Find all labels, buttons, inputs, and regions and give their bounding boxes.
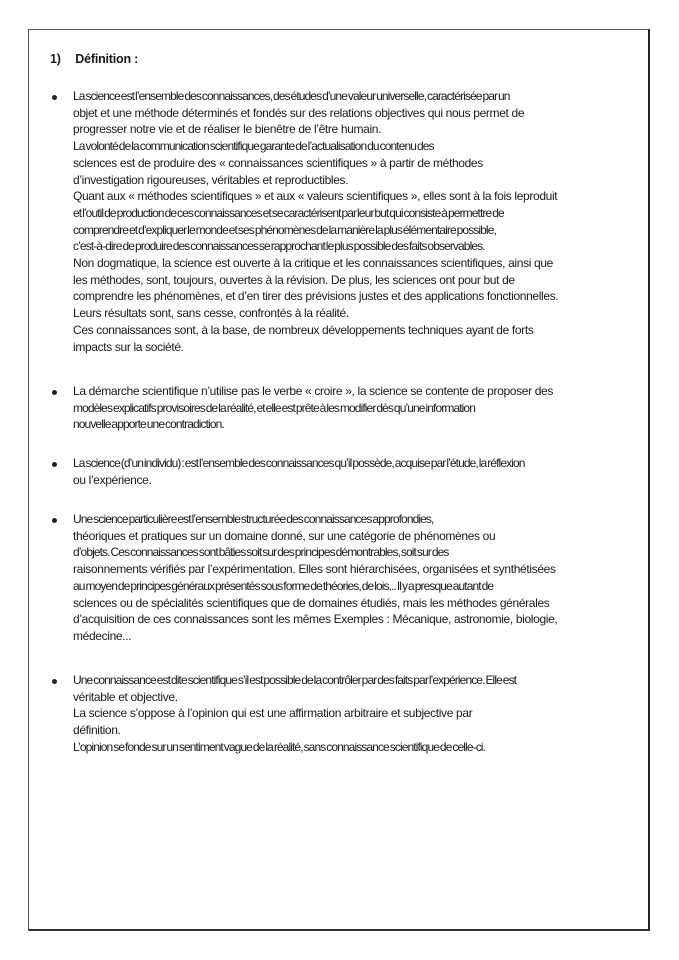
text-line: comprendre et d’expliquer le monde et ses phénomènes de la manière la plus élémentaire possible, — [73, 222, 496, 237]
text-line: d’objets. Ces connaissances sont bâties soit sur des principes démontrables, soit sur des — [73, 545, 449, 560]
text-line: médecine... — [73, 628, 132, 643]
bullet-text — [73, 511, 643, 645]
bullet-icon — [52, 518, 57, 523]
bullet-icon — [52, 390, 57, 395]
text-line: impacts sur la société. — [73, 339, 184, 354]
text-line: raisonnements vérifiés par l’expérimentation. Elles sont hiérarchisées, organisées et synthétisées — [73, 562, 556, 577]
text-line: sciences est de produire des « connaissances scientifiques » à partir de méthodes — [73, 155, 483, 170]
bullet-text — [73, 455, 643, 488]
text-line: La science (d’un individu) : est l’ensemble des connaissances qu’il possède, acquise par l’étude, la réflexion — [73, 456, 525, 470]
text-line: définition. — [73, 723, 121, 738]
text-line: objet et une méthode déterminés et fondés sur des relations objectives qui nous permet de — [73, 105, 525, 120]
text-line: La science s’oppose à l’opinion qui est une affirmation arbitraire et subjective par — [73, 706, 473, 721]
text-line: Ces connaissances sont, à la base, de nombreux développements techniques ayant de forts — [73, 322, 534, 337]
text-line: ou l’expérience. — [73, 472, 152, 487]
bullet-text — [73, 88, 643, 355]
text-line: modèles explicatifs provisoires de la réalité, et elle est prête à les modifier dès qu’une information — [73, 400, 475, 415]
text-line: et l’outil de production de ces connaissances et se caractérisent par leur but qui consiste à permettre de — [73, 205, 504, 220]
section-heading — [50, 52, 138, 66]
text-line: sciences ou de spécialités scientifiques que de domaines étudiés, mais les méthodes générales — [73, 595, 550, 610]
bullet-text — [73, 672, 643, 756]
text-line: au moyen de principes généraux présentés sous forme de théories, de lois... Il y a presque autant de — [73, 578, 494, 593]
text-line: La volonté de la communication scientifique garante de l’actualisation du contenu des — [73, 139, 434, 154]
text-line: Une connaissance est dite scientifique s’il est possible de la contrôler par des faits par l’expérience. Elle est — [73, 673, 517, 687]
bullet-text — [73, 383, 643, 433]
text-line: La démarche scientifique n’utilise pas le verbe « croire », la science se contente de proposer des — [73, 384, 553, 398]
text-line: progresser notre vie et de réaliser le bienêtre de l’être humain. — [73, 122, 382, 137]
section-title: Définition : — [75, 52, 139, 66]
text-line: Une science particulière est l’ensemble structurée des connaissances approfondies, — [73, 512, 434, 526]
text-line: Quant aux « méthodes scientifiques » et aux « valeurs scientifiques », elles sont à la fois leproduit — [73, 189, 558, 204]
text-line: nouvelle apporte une contradiction. — [73, 417, 224, 432]
text-line: L’opinion se fonde sur un sentiment vague de la réalité, sans connaissance scientifique de celle-ci. — [73, 739, 485, 754]
bullet-icon — [52, 679, 57, 684]
text-line: c’est-à-dire de produire des connaissances se rapprochant le plus possible des faits observables. — [73, 239, 485, 254]
section-number: 1) — [50, 52, 61, 66]
text-line: véritable et objective. — [73, 689, 178, 704]
text-line: d’investigation rigoureuses, véritables et reproductibles. — [73, 172, 349, 187]
text-line: La science est l’ensemble des connaissances, des études d’une valeur universelle, caractérisée par un — [73, 89, 510, 103]
bullet-icon — [52, 95, 57, 100]
bullet-icon — [52, 462, 57, 467]
text-line: les méthodes, sont, toujours, ouvertes à la révision. De plus, les sciences ont pour but de — [73, 272, 515, 287]
text-line: Non dogmatique, la science est ouverte à la critique et les connaissances scientifiques, ainsi que — [73, 256, 553, 271]
text-line: d’acquisition de ces connaissances sont les mêmes Exemples : Mécanique, astronomie, biologie, — [73, 612, 558, 627]
text-line: comprendre les phénomènes, et d’en tirer des prévisions justes et des applications fonctionnelles. — [73, 289, 559, 304]
text-line: théoriques et pratiques sur un domaine donné, sur une catégorie de phénomènes ou — [73, 528, 496, 543]
text-line: Leurs résultats sont, sans cesse, confrontés à la réalité. — [73, 306, 349, 321]
